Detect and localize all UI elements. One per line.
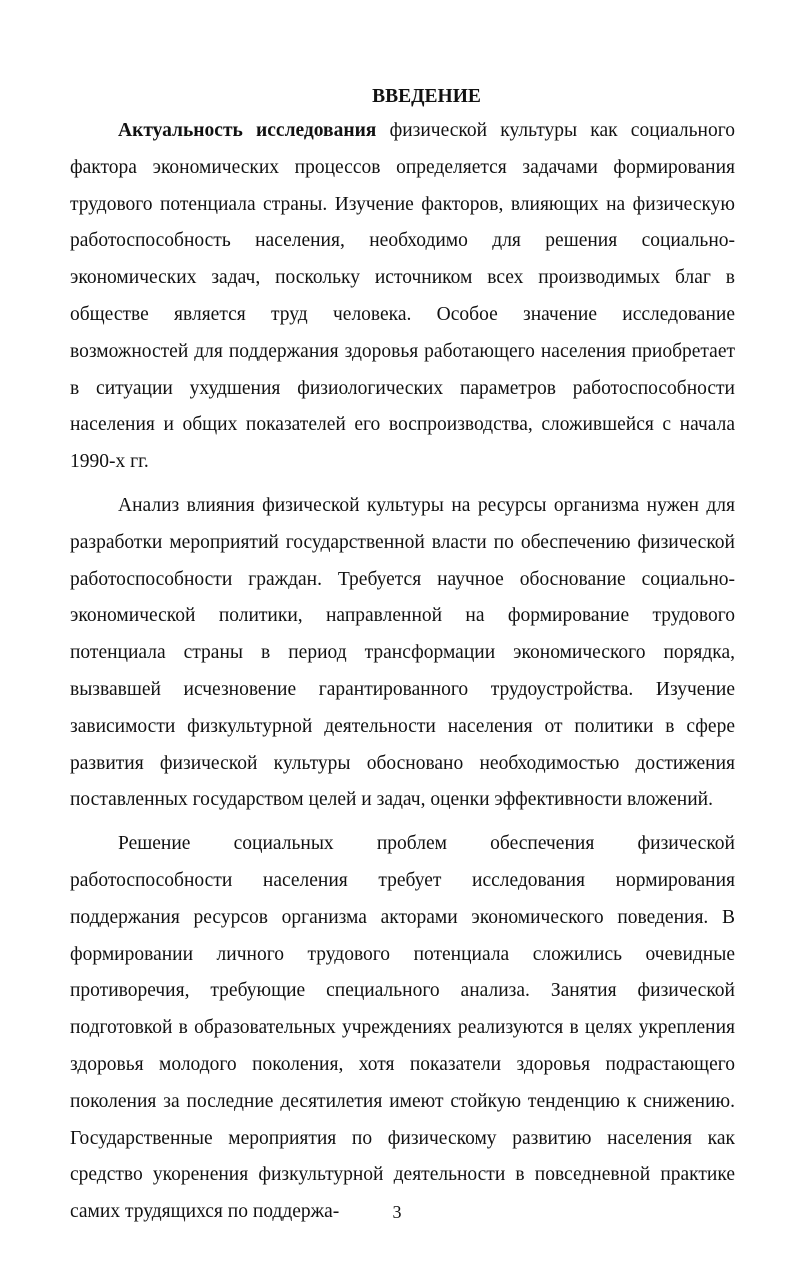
paragraph-analysis: Анализ влияния физической культуры на ресурсы организма нужен для разработки мероприятий государственной власти по обеспечению физической работоспособности граждан. Требуется научное обоснование социально-экономической политики, направленной на формирование трудового потенциала страны в период трансформации экономического порядка, вызвавшей исчезновение гарантированного трудоустройства. Изучение зависимости физкультурной деятельности населения от политики в сфере развития физической культуры обосновано необходимостью достижения поставленных государством целей и задач, оценки эффективности вложений. xyxy=(70,494,735,811)
paragraph-relevance xyxy=(70,113,735,481)
paragraph-text: физической культуры как социального фактора экономических процессов определяется задачами формирования трудового потенциала страны. Изучение факторов, влияющих на физическую работоспособность населения, необходимо для решения социально-экономических задач, поскольку источником всех производимых благ в обществе является труд человека. Особое значение исследование возможностей для поддержания здоровья работающего населения приобретает в ситуации ухудшения физиологических параметров работоспособности населения и общих показателей его воспроизводства, сложившейся с начала 1990-х гг. xyxy=(70,120,735,473)
paragraph-lead-bold: Актуальность исследования xyxy=(118,120,377,141)
document-page xyxy=(70,82,735,1231)
page-number: 3 xyxy=(392,1202,402,1222)
paragraph-social-problems: Решение социальных проблем обеспечения физической работоспособности населения требует исследования нормирования поддержания ресурсов организма акторами экономического поведения. В формировании личного трудового потенциала сложились очевидные противоречия, требующие специального анализа. Занятия физической подготовкой в образовательных учреждениях реализуются в целях укрепления здоровья молодого поколения, хотя показатели здоровья подрастающего поколения за последние десятилетия имеют стойкую тенденцию к снижению. Государственные мероприятия по физическому развитию населения как средство укоренения физкультурной деятельности в повседневной практике самих трудящихся по поддержа- xyxy=(70,833,735,1223)
section-heading: ВВЕДЕНИЕ xyxy=(372,86,481,107)
